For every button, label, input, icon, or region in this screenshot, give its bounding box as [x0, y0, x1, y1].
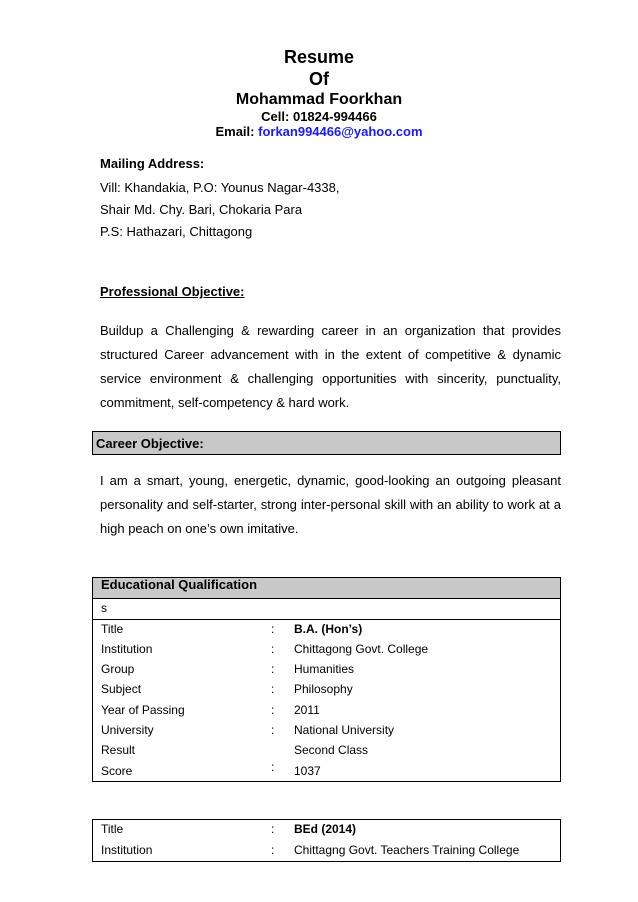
- candidate-name: Mohammad Foorkhan: [235, 91, 403, 108]
- field-value: Philosophy: [294, 682, 353, 696]
- mailing-line: P.S: Hathazari, Chittagong: [100, 224, 253, 239]
- career-line: I am a smart, young, energetic, dynamic, good-looking an outgoing pleasant: [100, 473, 561, 488]
- table-row: [101, 682, 561, 698]
- cell-number: 01824-994466: [292, 109, 377, 124]
- table-row: [101, 843, 561, 859]
- table-row: [101, 723, 561, 739]
- cell-line: [0, 109, 638, 124]
- degree-table-2: [92, 819, 561, 862]
- field-colon: :: [271, 622, 275, 636]
- table-row: [101, 760, 561, 780]
- email-line: [0, 124, 638, 139]
- table-row: [101, 622, 561, 638]
- field-colon: :: [271, 642, 275, 656]
- career-line: personality and self-starter, strong inter-personal skill with an ability to work at a: [100, 497, 561, 512]
- education-heading-cont: s: [101, 601, 107, 615]
- field-value: 1037: [294, 764, 321, 778]
- resume-title: Resume: [283, 47, 355, 67]
- cell-label: Cell:: [261, 109, 290, 124]
- career-line: high peach on one’s own imitative.: [100, 521, 299, 536]
- table-row: [101, 662, 561, 678]
- career-heading: Career Objective:: [96, 436, 204, 451]
- field-label: University: [101, 723, 154, 737]
- professional-line: service environment & challenging opportunities with sincerity, punctuality,: [100, 371, 561, 386]
- table-row: [101, 822, 561, 838]
- professional-heading: Professional Objective:: [100, 284, 245, 299]
- field-value: B.A. (Hon’s): [294, 622, 363, 636]
- email-link[interactable]: forkan994466@yahoo.com: [258, 124, 423, 139]
- degree-table-1: [92, 619, 561, 782]
- field-value: Chittagong Govt. College: [294, 642, 429, 656]
- field-value: Second Class: [294, 743, 369, 757]
- field-colon: :: [271, 662, 275, 676]
- mailing-line: Vill: Khandakia, P.O: Younus Nagar-4338,: [100, 180, 340, 195]
- field-colon: :: [271, 760, 275, 774]
- field-label: Group: [101, 662, 135, 676]
- field-colon: :: [271, 723, 275, 737]
- professional-line: commitment, self-competency & hard work.: [100, 395, 350, 410]
- field-value: 2011: [294, 703, 320, 717]
- field-label: Score: [101, 764, 133, 778]
- career-heading-box: [92, 431, 561, 455]
- education-heading-cont-box: [92, 598, 561, 620]
- mailing-heading: Mailing Address:: [100, 156, 205, 171]
- field-label: Subject: [101, 682, 142, 696]
- field-label: Year of Passing: [101, 703, 185, 717]
- table-row: [101, 703, 561, 719]
- table-row: [101, 743, 561, 759]
- field-value: BEd (2014): [294, 822, 357, 836]
- education-heading: Educational Qualification: [101, 577, 258, 592]
- field-value: Chittagng Govt. Teachers Training College: [294, 843, 520, 857]
- resume-title-of: Of: [309, 69, 329, 89]
- email-label: Email:: [215, 124, 255, 139]
- field-label: Title: [101, 622, 124, 636]
- field-colon: :: [271, 703, 275, 717]
- field-label: Result: [101, 743, 136, 757]
- table-row: [101, 642, 561, 658]
- field-colon: :: [271, 822, 275, 836]
- field-value: National University: [294, 723, 395, 737]
- field-label: Institution: [101, 843, 153, 857]
- professional-line: structured Career advancement with in the extent of competitive & dynamic: [100, 347, 561, 362]
- field-colon: :: [271, 682, 275, 696]
- education-heading-box: [92, 577, 561, 599]
- mailing-line: Shair Md. Chy. Bari, Chokaria Para: [100, 202, 303, 217]
- professional-line: Buildup a Challenging & rewarding career in an organization that provides: [100, 323, 561, 338]
- field-value: Humanities: [294, 662, 355, 676]
- field-colon: :: [271, 843, 275, 857]
- field-label: Institution: [101, 642, 153, 656]
- field-label: Title: [101, 822, 124, 836]
